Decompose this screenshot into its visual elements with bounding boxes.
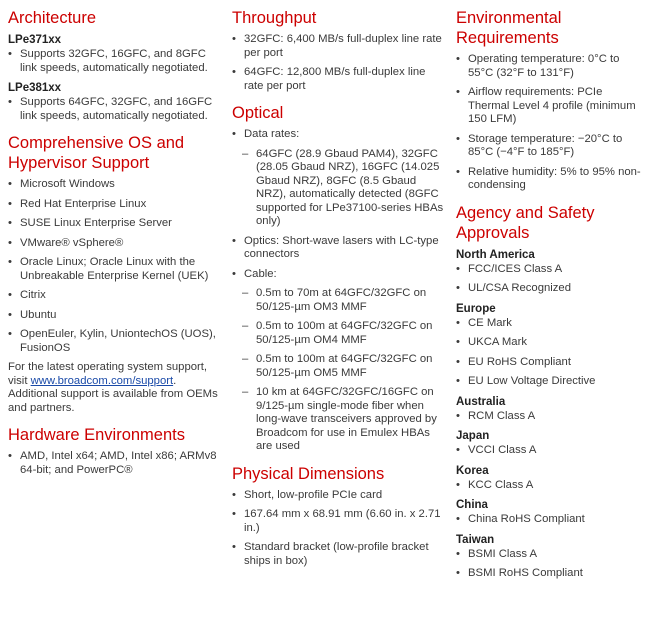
throughput-item: • 32GFC: 6,400 MB/s full-duplex line rate per port	[232, 33, 444, 60]
optical-heading: Optical	[232, 104, 284, 122]
cable-item: – 0.5m to 100m at 64GFC/32GFC on 50/125-µm OM5 MMF	[232, 353, 444, 380]
environmental-section	[456, 8, 646, 193]
hardware-heading: Hardware Environments	[8, 426, 185, 444]
column-left	[8, 8, 220, 487]
region-list	[456, 317, 646, 389]
physical-item: • 167.64 mm x 68.91 mm (6.60 in. x 2.71 in.)	[232, 508, 444, 535]
data-rates-label: • Data rates:	[232, 128, 444, 142]
environmental-item: • Operating temperature: 0°C to 55°C (32°F to 131°F)	[456, 53, 646, 80]
physical-list	[232, 489, 444, 569]
approval-item: • FCC/ICES Class A	[456, 263, 646, 277]
os-item: • Microsoft Windows	[8, 178, 220, 192]
region-heading: Taiwan	[456, 533, 495, 546]
os-item: • Citrix	[8, 289, 220, 303]
arch-item: • Supports 32GFC, 16GFC, and 8GFC link speeds, automatically negotiated.	[8, 48, 220, 75]
hardware-item: • AMD, Intel x64; AMD, Intel x86; ARMv8 64-bit; and PowerPC®	[8, 450, 220, 477]
hardware-list	[8, 450, 220, 477]
throughput-heading: Throughput	[232, 9, 317, 27]
os-item: • VMware® vSphere®	[8, 237, 220, 251]
arch-group-list	[8, 48, 220, 75]
approval-item: • China RoHS Compliant	[456, 513, 646, 527]
approval-item: • UKCA Mark	[456, 336, 646, 350]
arch-group-heading: LPe371xx	[8, 34, 62, 46]
arch-group-heading: LPe381xx	[8, 82, 62, 94]
environmental-heading: Environmental Requirements	[456, 9, 562, 47]
throughput-item: • 64GFC: 12,800 MB/s full-duplex line rate per port	[232, 66, 444, 93]
os-list	[8, 178, 220, 355]
agency-heading: Agency and Safety Approvals	[456, 203, 595, 242]
physical-item: • Short, low-profile PCIe card	[232, 489, 444, 503]
data-rate-item: – 64GFC (28.9 Gbaud PAM4), 32GFC (28.05 Gbaud NRZ), 16GFC (14.025 Gbaud NRZ), 8GFC (8.5 Gbaud NRZ), automatically detected (8GFC supported for LPe37100-series HBAs only)	[232, 148, 444, 229]
optical-section	[232, 103, 444, 454]
environmental-item: • Airflow requirements: PCIe Thermal Level 4 profile (minimum 150 LFM)	[456, 86, 646, 127]
column-middle	[232, 8, 444, 578]
agency-section	[456, 203, 646, 581]
broadcom-support-link[interactable]: www.broadcom.com/support	[30, 374, 174, 387]
region-heading: Japan	[456, 430, 490, 442]
region-list	[456, 548, 646, 581]
approval-item: • BSMI RoHS Compliant	[456, 567, 646, 581]
arch-group-list	[8, 96, 220, 123]
physical-heading: Physical Dimensions	[232, 464, 385, 483]
physical-section	[232, 464, 444, 569]
region-list	[456, 444, 646, 458]
region-heading: China	[456, 499, 488, 511]
os-item: • Oracle Linux; Oracle Linux with the Unbreakable Enterprise Kernel (UEK)	[8, 256, 220, 283]
approval-item: • KCC Class A	[456, 479, 646, 493]
architecture-heading: Architecture	[8, 9, 97, 27]
approval-item: • UL/CSA Recognized	[456, 282, 646, 296]
cable-label: • Cable:	[232, 268, 444, 282]
architecture-section	[8, 8, 220, 123]
region-heading: North America	[456, 248, 535, 261]
environmental-item: • Storage temperature: −20°C to 85°C (−4°F to 185°F)	[456, 133, 646, 160]
approval-item: • EU RoHS Compliant	[456, 356, 646, 370]
cable-item: – 0.5m to 100m at 64GFC/32GFC on 50/125-µm OM4 MMF	[232, 320, 444, 347]
os-item: • Ubuntu	[8, 309, 220, 323]
hardware-section	[8, 425, 220, 477]
os-item: • OpenEuler, Kylin, UniontechOS (UOS), FusionOS	[8, 328, 220, 355]
throughput-list	[232, 33, 444, 93]
region-list	[456, 410, 646, 424]
cable-item: – 10 km at 64GFC/32GFC/16GFC on 9/125-µm single-mode fiber when long-wave transceivers approved by Broadcom for use in Emulex HBAs are used	[232, 386, 444, 454]
environmental-item: • Relative humidity: 5% to 95% non-condensing	[456, 166, 646, 193]
approval-item: • RCM Class A	[456, 410, 646, 424]
approval-item: • BSMI Class A	[456, 548, 646, 562]
os-item: • Red Hat Enterprise Linux	[8, 198, 220, 212]
os-note-text: For the latest operating system support, visit	[8, 361, 208, 387]
os-heading: Comprehensive OS and Hypervisor Support	[8, 134, 185, 172]
region-heading: Australia	[456, 395, 506, 408]
optical-list	[232, 128, 444, 454]
os-section	[8, 133, 220, 415]
region-heading: Europe	[456, 302, 496, 315]
optics-item: • Optics: Short-wave lasers with LC-type connectors	[232, 235, 444, 262]
region-heading: Korea	[456, 464, 489, 477]
region-list	[456, 479, 646, 493]
region-list	[456, 263, 646, 296]
approval-item: • EU Low Voltage Directive	[456, 375, 646, 389]
cable-item: – 0.5m to 70m at 64GFC/32GFC on 50/125-µm OM3 MMF	[232, 287, 444, 314]
approval-item: • VCCI Class A	[456, 444, 646, 458]
approval-item: • CE Mark	[456, 317, 646, 331]
column-right	[456, 8, 646, 591]
os-note-text: . Additional support is available from OEMs and partners.	[8, 374, 218, 414]
os-support-note	[8, 361, 220, 415]
arch-item: • Supports 64GFC, 32GFC, and 16GFC link speeds, automatically negotiated.	[8, 96, 220, 123]
environmental-list	[456, 53, 646, 193]
physical-item: • Standard bracket (low-profile bracket ships in box)	[232, 541, 444, 568]
region-list	[456, 513, 646, 527]
throughput-section	[232, 8, 444, 93]
os-item: • SUSE Linux Enterprise Server	[8, 217, 220, 231]
